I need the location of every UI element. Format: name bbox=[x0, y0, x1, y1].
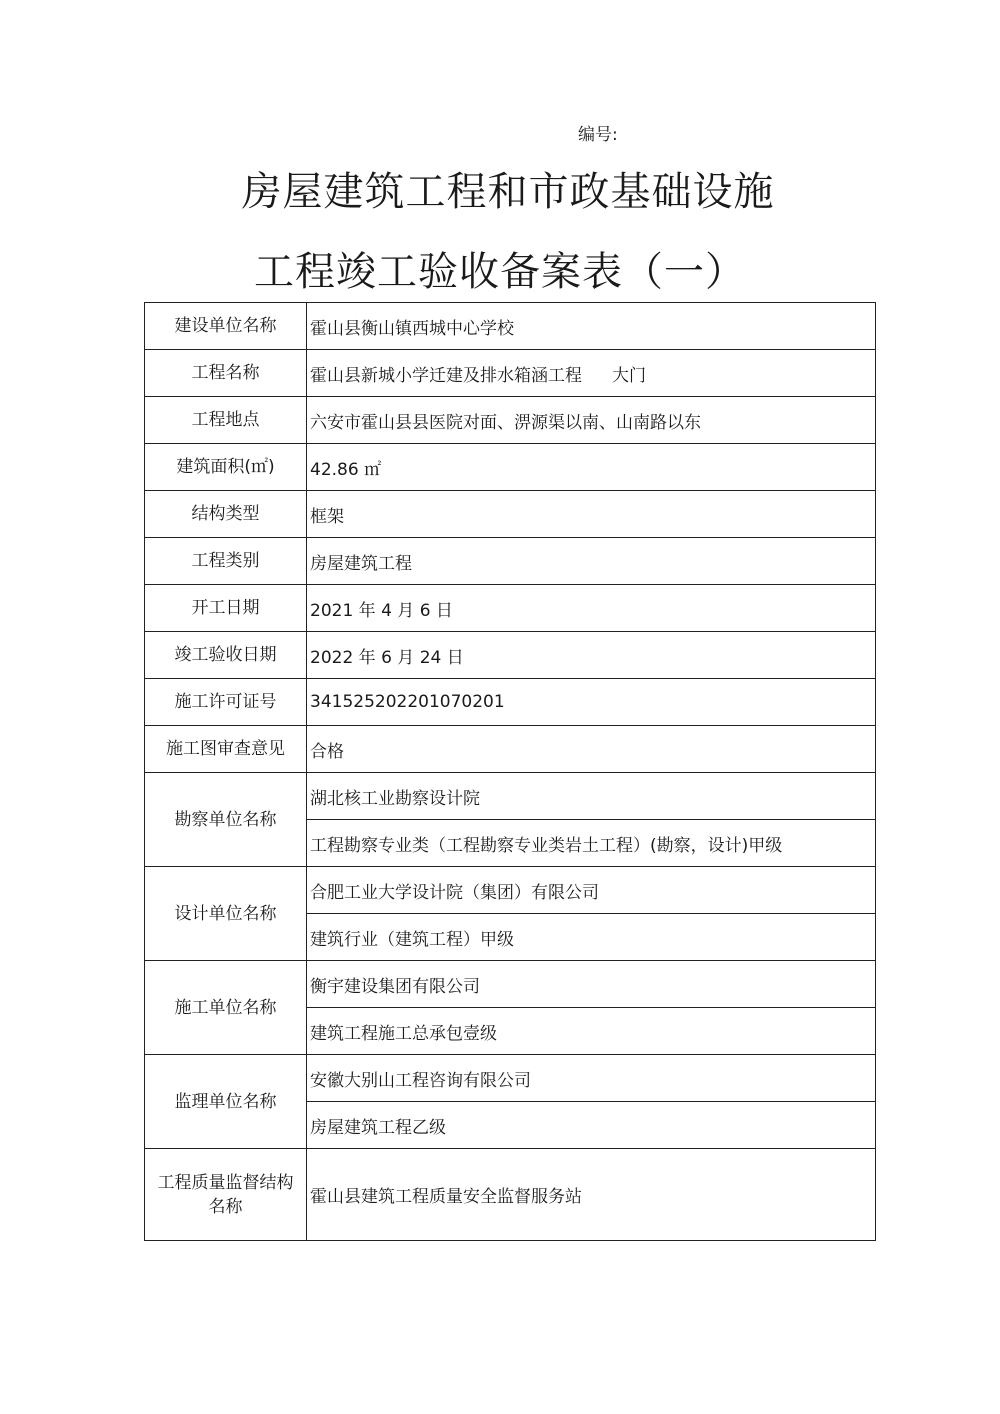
table-row-contractor-unit-name bbox=[145, 961, 876, 1008]
start-date-value: 2021 年 4 月 6 日 bbox=[307, 585, 876, 632]
design-unit-qualification: 建筑行业（建筑工程）甲级 bbox=[307, 914, 876, 961]
supervision-unit-name: 安徽大别山工程咨询有限公司 bbox=[307, 1055, 876, 1102]
drawing-review-label: 施工图审查意见 bbox=[145, 726, 307, 773]
table-row-construction-unit bbox=[145, 303, 876, 350]
supervision-unit-qualification: 房屋建筑工程乙级 bbox=[307, 1102, 876, 1149]
drawing-review-value: 合格 bbox=[307, 726, 876, 773]
supervision-unit-label: 监理单位名称 bbox=[145, 1055, 307, 1149]
table-row-supervision-unit-name bbox=[145, 1055, 876, 1102]
table-row-building-area bbox=[145, 444, 876, 491]
building-area-label: 建筑面积(㎡) bbox=[145, 444, 307, 491]
table-row-design-unit-name bbox=[145, 867, 876, 914]
survey-unit-name: 湖北核工业勘察设计院 bbox=[307, 773, 876, 820]
quality-supervision-label bbox=[145, 1149, 307, 1241]
survey-unit-label: 勘察单位名称 bbox=[145, 773, 307, 867]
building-area-value: 42.86 ㎡ bbox=[307, 444, 876, 491]
document-number-label: 编号: bbox=[578, 125, 618, 145]
table-row-project-category bbox=[145, 538, 876, 585]
contractor-unit-name: 衡宇建设集团有限公司 bbox=[307, 961, 876, 1008]
structure-type-label: 结构类型 bbox=[145, 491, 307, 538]
project-category-label: 工程类别 bbox=[145, 538, 307, 585]
structure-type-value: 框架 bbox=[307, 491, 876, 538]
design-unit-name: 合肥工业大学设计院（集团）有限公司 bbox=[307, 867, 876, 914]
construction-unit-label: 建设单位名称 bbox=[145, 303, 307, 350]
survey-unit-qualification: 工程勘察专业类（工程勘察专业类岩土工程）(勘察，设计)甲级 bbox=[307, 820, 876, 867]
quality-supervision-label-line1: 工程质量监督结构 bbox=[157, 1172, 294, 1193]
quality-supervision-value: 霍山县建筑工程质量安全监督服务站 bbox=[307, 1149, 876, 1241]
table-row-project-location bbox=[145, 397, 876, 444]
permit-number-value: 341525202201070201 bbox=[307, 679, 876, 726]
project-name-value: 霍山县新城小学迁建及排水箱涵工程 bbox=[310, 365, 582, 386]
table-row-project-name bbox=[145, 350, 876, 397]
permit-number-label: 施工许可证号 bbox=[145, 679, 307, 726]
table-row-permit-number bbox=[145, 679, 876, 726]
design-unit-label: 设计单位名称 bbox=[145, 867, 307, 961]
table-row-survey-unit-name bbox=[145, 773, 876, 820]
table-row-completion-date bbox=[145, 632, 876, 679]
page-title-line2: 工程竣工验收备案表（一） bbox=[254, 249, 746, 295]
project-category-value: 房屋建筑工程 bbox=[307, 538, 876, 585]
table-row-drawing-review bbox=[145, 726, 876, 773]
completion-date-label: 竣工验收日期 bbox=[145, 632, 307, 679]
page-title-line1: 房屋建筑工程和市政基础设施 bbox=[241, 169, 775, 215]
quality-supervision-label-line2: 名称 bbox=[208, 1196, 243, 1217]
contractor-unit-qualification: 建筑工程施工总承包壹级 bbox=[307, 1008, 876, 1055]
project-name-suffix: 大门 bbox=[612, 365, 646, 386]
table-row-quality-supervision bbox=[145, 1149, 876, 1241]
project-name-cell bbox=[307, 350, 876, 397]
project-location-label: 工程地点 bbox=[145, 397, 307, 444]
contractor-unit-label: 施工单位名称 bbox=[145, 961, 307, 1055]
start-date-label: 开工日期 bbox=[145, 585, 307, 632]
construction-unit-value: 霍山县衡山镇西城中心学校 bbox=[307, 303, 876, 350]
table-row-start-date bbox=[145, 585, 876, 632]
project-name-label: 工程名称 bbox=[145, 350, 307, 397]
record-table bbox=[144, 302, 876, 1241]
table-row-structure-type bbox=[145, 491, 876, 538]
project-location-value: 六安市霍山县县医院对面、淠源渠以南、山南路以东 bbox=[307, 397, 876, 444]
completion-date-value: 2022 年 6 月 24 日 bbox=[307, 632, 876, 679]
